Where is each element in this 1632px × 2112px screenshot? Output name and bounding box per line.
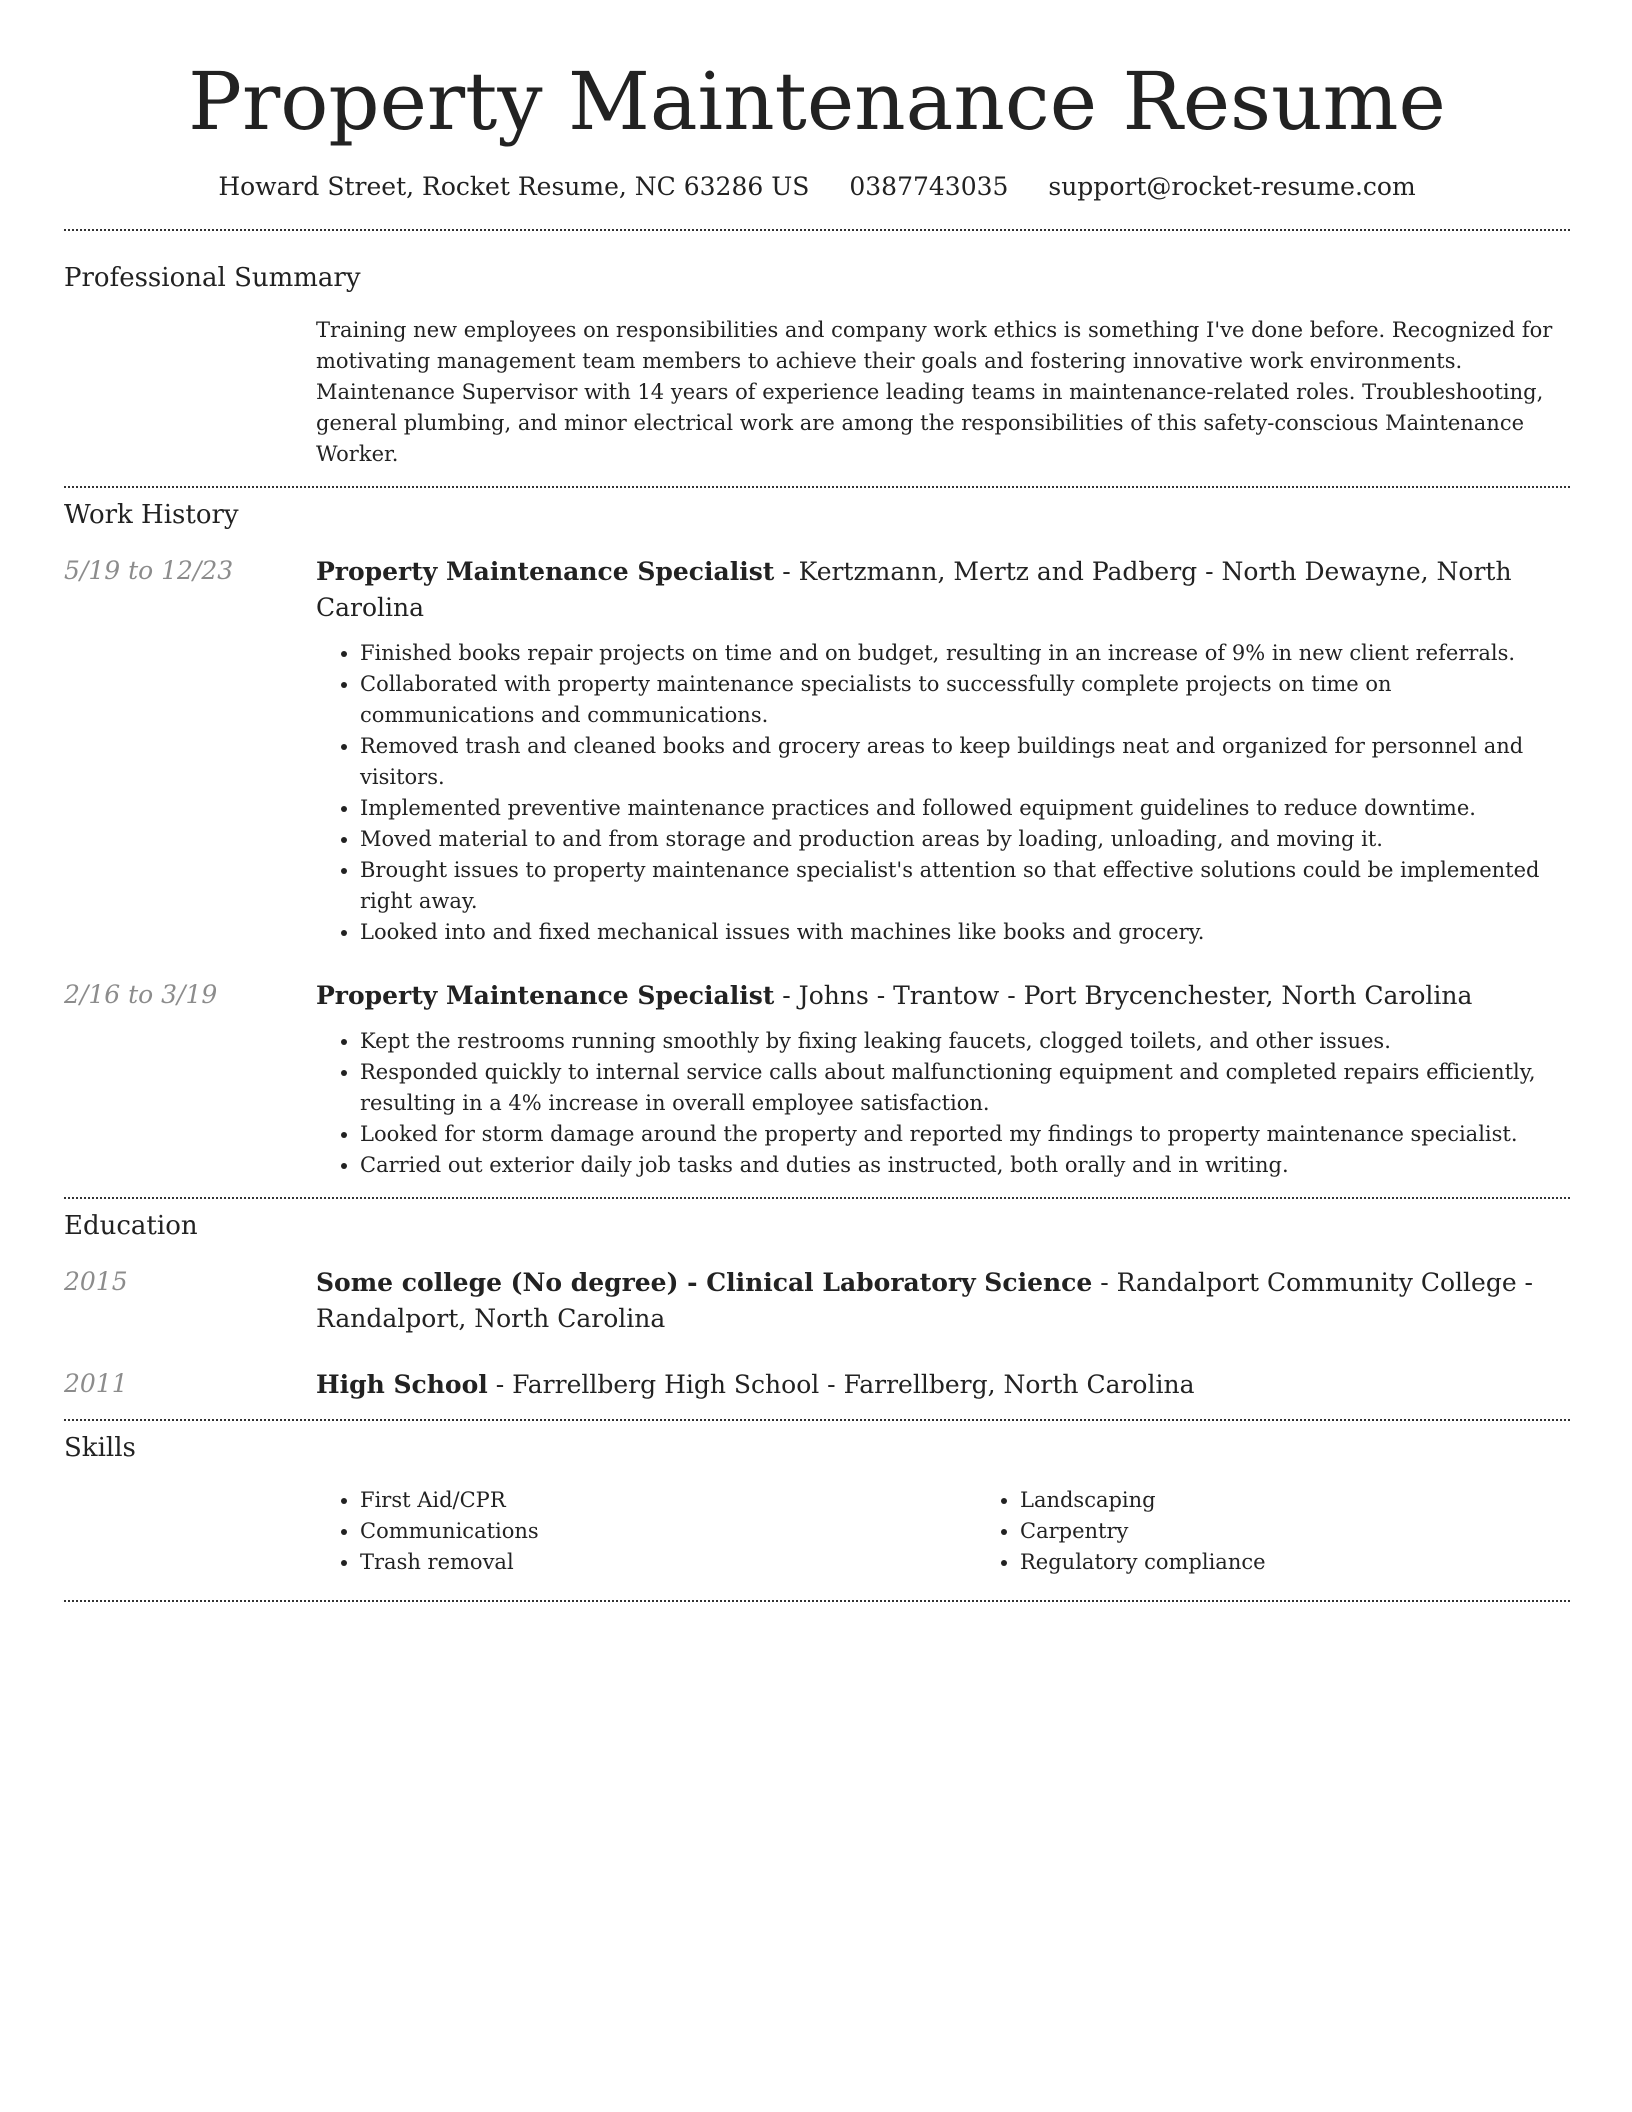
job-bullet: • Kept the restrooms running smoothly by fixing leaking faucets, clogged toilets, and other issues. bbox=[360, 1026, 1570, 1057]
education-entry bbox=[64, 1367, 1570, 1403]
job-dates: 5/19 to 12/23 bbox=[64, 556, 234, 585]
job-bullets bbox=[316, 638, 1570, 948]
job-employer-location: - Johns - Trantow - Port Brycenchester, North Carolina bbox=[774, 981, 1473, 1010]
job-entry bbox=[64, 978, 1570, 1181]
job-bullet: • Collaborated with property maintenance specialists to successfully complete projects on time on communications and communications. bbox=[360, 669, 1570, 731]
job-title: Property Maintenance Specialist bbox=[316, 981, 775, 1010]
skill-item: • First Aid/CPR bbox=[360, 1485, 976, 1516]
skills-list-left bbox=[316, 1485, 976, 1578]
skills-spacer bbox=[64, 1485, 316, 1578]
education-heading: Education bbox=[64, 1211, 198, 1241]
skill-item: • Communications bbox=[360, 1516, 976, 1547]
education-heading-text bbox=[316, 1265, 1570, 1337]
contact-email: support@rocket-resume.com bbox=[1048, 172, 1416, 201]
education-year: 2015 bbox=[64, 1267, 128, 1296]
education-degree: High School bbox=[316, 1370, 488, 1399]
job-bullet: • Brought issues to property maintenance specialist's attention so that effective solutions could be implemented right away. bbox=[360, 855, 1570, 917]
job-bullet: • Finished books repair projects on time and on budget, resulting in an increase of 9% in new client referrals. bbox=[360, 638, 1570, 669]
skill-item: • Regulatory compliance bbox=[1020, 1547, 1632, 1578]
job-bullet: • Implemented preventive maintenance practices and followed equipment guidelines to reduce downtime. bbox=[360, 793, 1570, 824]
skill-item: • Trash removal bbox=[360, 1547, 976, 1578]
skills-heading: Skills bbox=[64, 1433, 136, 1463]
job-dates: 2/16 to 3/19 bbox=[64, 980, 218, 1009]
work-history-heading: Work History bbox=[64, 500, 239, 530]
contact-phone: 0387743035 bbox=[849, 172, 1009, 201]
education-degree: Some college (No degree) - Clinical Laboratory Science bbox=[316, 1268, 1093, 1297]
job-entry bbox=[64, 554, 1570, 948]
job-heading bbox=[316, 978, 1570, 1014]
job-bullet: • Responded quickly to internal service calls about malfunctioning equipment and completed repairs efficiently, resulting in a 4% increase in overall employee satisfaction. bbox=[360, 1057, 1570, 1119]
education-school-location: - Farrellberg High School - Farrellberg, North Carolina bbox=[487, 1370, 1195, 1399]
job-employer-location: - Kertzmann, Mertz and Padberg - North Dewayne, North Carolina bbox=[316, 557, 1512, 622]
education-heading-text bbox=[316, 1367, 1570, 1403]
work-history-section bbox=[64, 488, 1570, 1181]
job-bullet: • Moved material to and from storage and production areas by loading, unloading, and moving it. bbox=[360, 824, 1570, 855]
resume-page bbox=[64, 0, 1570, 1602]
skill-item: • Landscaping bbox=[1020, 1485, 1632, 1516]
summary-text: Training new employees on responsibilities and company work ethics is something I've done before. Recognized for motivating management team members to achieve their goals and fostering innovative work environments. Maintenance Supervisor with 14 years of experience leading teams in maintenance-related roles. Troubleshooting, general plumbing, and minor electrical work are among the responsibilities of this safety-conscious Maintenance Worker. bbox=[316, 318, 1553, 466]
summary-spacer bbox=[64, 315, 316, 470]
skills-divider bbox=[64, 1600, 1570, 1602]
skill-item: • Carpentry bbox=[1020, 1516, 1632, 1547]
job-bullets bbox=[316, 1026, 1570, 1181]
job-bullet: • Looked for storm damage around the property and reported my findings to property maintenance specialist. bbox=[360, 1119, 1570, 1150]
education-school-location: - Randalport Community College - Randalport, North Carolina bbox=[316, 1268, 1534, 1333]
resume-title: Property Maintenance Resume bbox=[188, 55, 1446, 148]
summary-section bbox=[64, 231, 1570, 470]
contact-line bbox=[64, 170, 1570, 204]
job-bullet: • Removed trash and cleaned books and grocery areas to keep buildings neat and organized for personnel and visitors. bbox=[360, 731, 1570, 793]
job-heading bbox=[316, 554, 1570, 626]
education-year: 2011 bbox=[64, 1369, 128, 1398]
skills-section bbox=[64, 1421, 1570, 1578]
job-bullet: • Looked into and fixed mechanical issues with machines like books and grocery. bbox=[360, 917, 1570, 948]
skills-list-right bbox=[976, 1485, 1632, 1578]
job-title: Property Maintenance Specialist bbox=[316, 557, 775, 586]
education-section bbox=[64, 1199, 1570, 1403]
summary-heading: Professional Summary bbox=[64, 263, 361, 293]
contact-address: Howard Street, Rocket Resume, NC 63286 US bbox=[218, 172, 810, 201]
skills-columns bbox=[316, 1485, 1632, 1578]
job-bullet: • Carried out exterior daily job tasks and duties as instructed, both orally and in writing. bbox=[360, 1150, 1570, 1181]
education-entry bbox=[64, 1265, 1570, 1337]
